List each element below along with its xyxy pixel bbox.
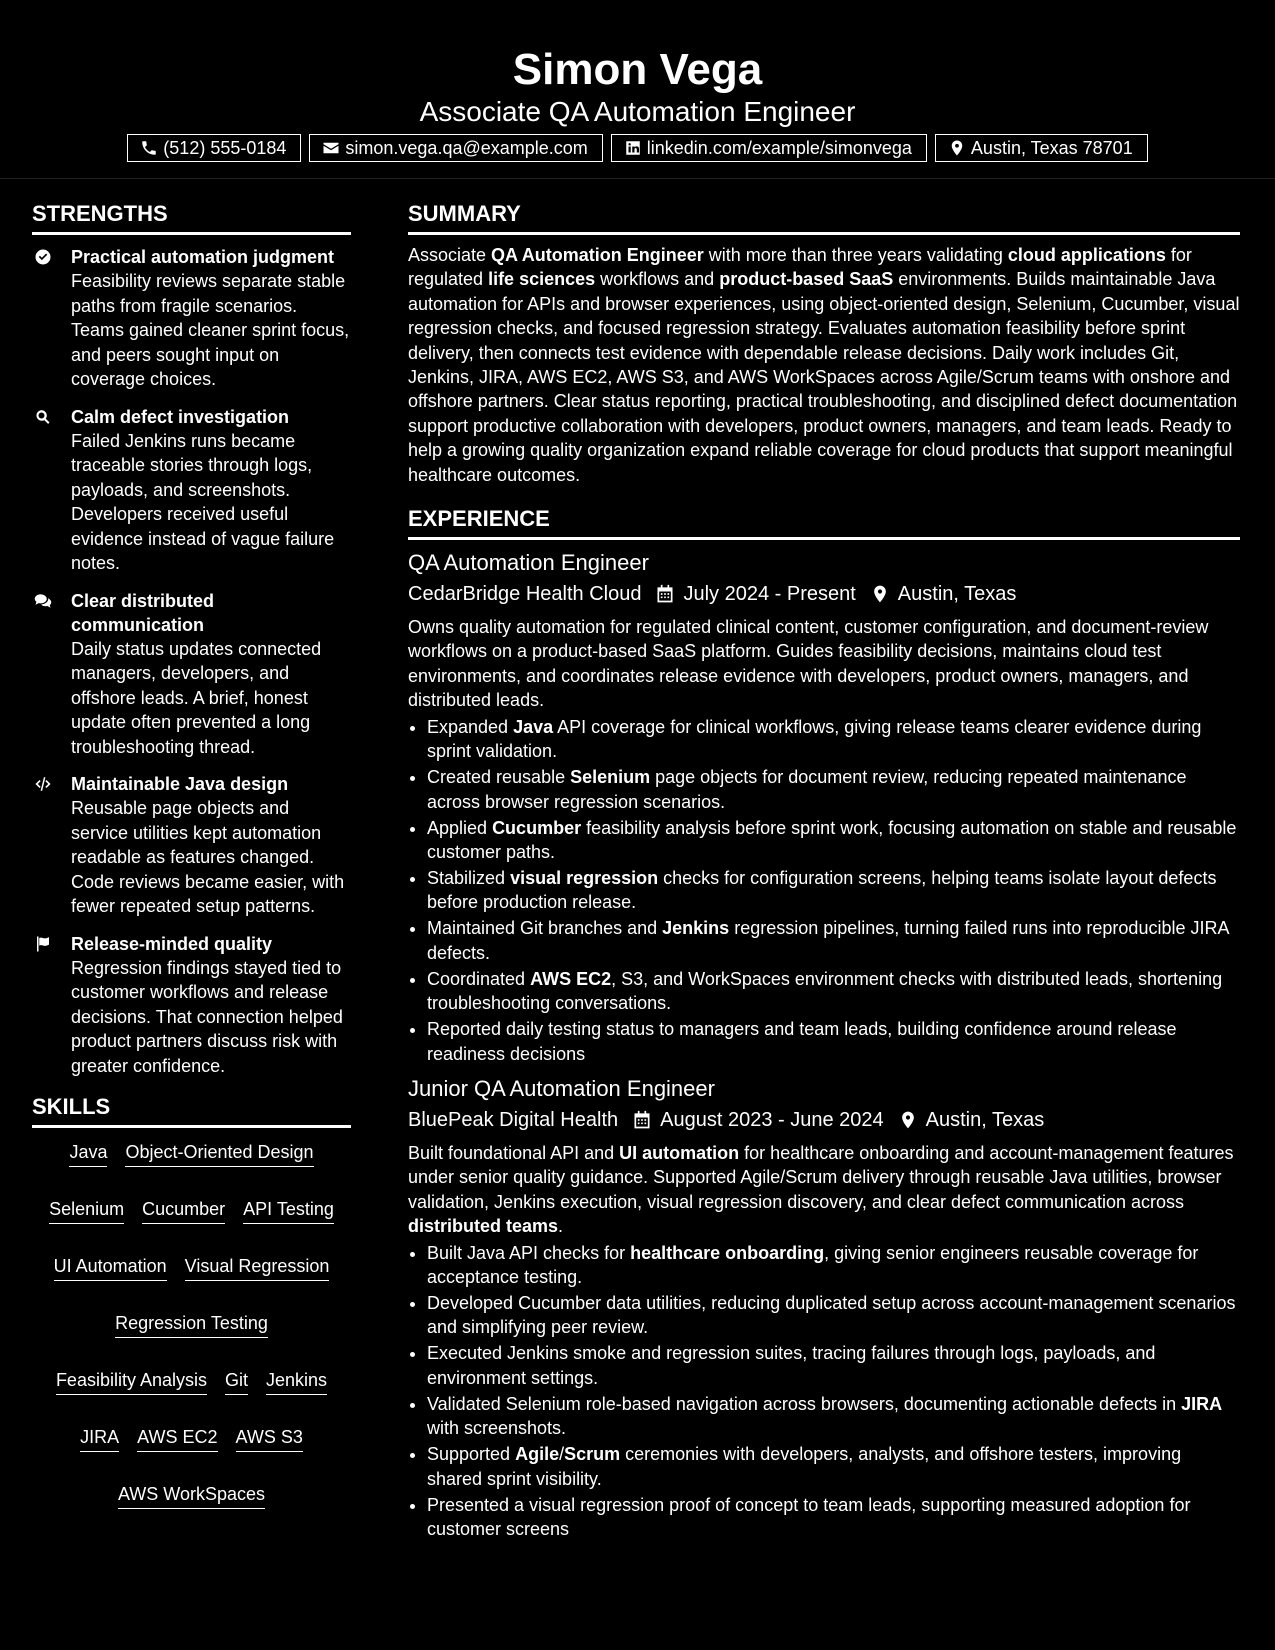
- location-text: Austin, Texas 78701: [970, 137, 1133, 158]
- bullet-item: • Coordinated AWS EC2, S3, and WorkSpaces environment checks with distributed leads, shortening troubleshooting conversations.: [427, 967, 1240, 1016]
- bullet-item: • Presented a visual regression proof of concept to team leads, supporting measured adoption for customer screens: [427, 1493, 1240, 1542]
- job-bullets: [408, 1241, 1240, 1542]
- strength-item: [32, 405, 351, 576]
- strength-title: Calm defect investigation: [71, 406, 290, 427]
- bullet-item: • Validated Selenium role-based navigation across browsers, documenting actionable defects in JIRA with screenshots.: [427, 1392, 1240, 1441]
- contact-phone: [127, 134, 301, 162]
- calendar-icon: [655, 584, 675, 604]
- skill-tag: Visual Regression: [185, 1254, 330, 1281]
- bullet-item: • Supported Agile/Scrum ceremonies with developers, analysts, and offshore testers, improving shared sprint visibility.: [427, 1442, 1240, 1491]
- strength-description: Feasibility reviews separate stable paths from fragile scenarios. Teams gained cleaner sprint focus, and peers sought input on coverage choices.: [71, 271, 350, 389]
- experience-heading: EXPERIENCE: [408, 503, 1240, 540]
- map-pin-icon: [870, 584, 890, 604]
- bullet-item: • Stabilized visual regression checks for configuration screens, helping teams isolate layout defects before production release.: [427, 866, 1240, 915]
- contact-bar: [0, 134, 1275, 162]
- summary-text: Associate QA Automation Engineer with more than three years validating cloud applications for regulated life sciences workflows and product-based SaaS environments. Builds maintainable Java automation for APIs and browser experiences, using object-oriented design, Selenium, Cucumber, visual regression checks, and focused regression strategy. Evaluates automation feasibility before sprint delivery, then connects test evidence with dependable release decisions. Daily work includes Git, Jenkins, JIRA, AWS EC2, AWS S3, and AWS WorkSpaces across Agile/Scrum teams with onshore and offshore partners. Clear status reporting, practical troubleshooting, and disciplined defect documentation support productive collaboration with developers, product owners, managers, and team leads. Ready to help a growing quality organization expand reliable coverage for cloud products that support meaningful healthcare outcomes.: [408, 245, 1240, 485]
- skill-tag: Cucumber: [142, 1197, 225, 1224]
- strength-title: Release-minded quality: [71, 933, 273, 954]
- job-bullets: [408, 715, 1240, 1066]
- bullet-item: • Maintained Git branches and Jenkins regression pipelines, turning failed runs into reproducible JIRA defects.: [427, 916, 1240, 965]
- linkedin-icon: [624, 139, 642, 157]
- job-title: Junior QA Automation Engineer: [408, 1075, 715, 1101]
- strength-description: Reusable page objects and service utilities kept automation readable as features changed. Code reviews became easier, with fewer repeated setup patterns.: [71, 798, 345, 916]
- map-pin-icon: [948, 139, 966, 157]
- summary-heading: SUMMARY: [408, 198, 1240, 235]
- map-pin-icon: [898, 1110, 918, 1130]
- job-title: QA Automation Engineer: [408, 550, 649, 576]
- skill-tag: Object-Oriented Design: [125, 1140, 313, 1167]
- bullet-item: • Expanded Java API coverage for clinical workflows, giving release teams clearer evidence during sprint validation.: [427, 715, 1240, 764]
- bullet-item: • Executed Jenkins smoke and regression suites, tracing failures through logs, payloads, and environment settings.: [427, 1341, 1240, 1390]
- job-entry: [408, 548, 1240, 1066]
- strength-description: Failed Jenkins runs became traceable stories through logs, payloads, and screenshots. Developers received useful evidence instead of vague failure notes.: [71, 430, 335, 573]
- linkedin-text: linkedin.com/example/simonvega: [646, 137, 912, 158]
- strength-item: [32, 772, 351, 919]
- job-dates: August 2023 - June 2024: [660, 1108, 884, 1131]
- envelope-icon: [322, 139, 340, 157]
- candidate-title: Associate QA Automation Engineer: [419, 96, 856, 127]
- strength-title: Maintainable Java design: [71, 774, 289, 794]
- skill-tag: UI Automation: [54, 1254, 167, 1281]
- skill-tag: AWS S3: [236, 1425, 303, 1452]
- job-meta: [408, 579, 1240, 609]
- bullet-item: • Applied Cucumber feasibility analysis before sprint work, focusing automation on stable and reusable customer paths.: [427, 816, 1240, 865]
- flag-icon: [32, 935, 54, 953]
- job-meta: [408, 1105, 1240, 1135]
- skill-tag: Jenkins: [266, 1368, 327, 1395]
- strength-item: [32, 245, 351, 392]
- phone-text: (512) 555-0184: [163, 137, 287, 158]
- skill-tag: API Testing: [243, 1197, 334, 1224]
- strength-item: [32, 932, 351, 1079]
- strength-description: Daily status updates connected managers, developers, and offshore leads. A brief, honest update often prevented a long troubleshooting thread.: [71, 638, 322, 757]
- strength-title: Practical automation judgment: [71, 247, 335, 267]
- strength-item: [32, 589, 351, 760]
- contact-email[interactable]: [309, 134, 602, 162]
- check-circle-icon: [32, 248, 54, 266]
- right-column: [408, 198, 1240, 1543]
- contact-location: [935, 134, 1148, 162]
- skill-tag: Regression Testing: [115, 1311, 268, 1338]
- strengths-list: [32, 245, 351, 1078]
- candidate-name: Simon Vega: [512, 45, 763, 94]
- comments-icon: [32, 592, 54, 610]
- skill-tag: AWS WorkSpaces: [118, 1482, 265, 1509]
- strengths-heading: STRENGTHS: [32, 198, 351, 235]
- bullet-item: • Reported daily testing status to managers and team leads, building confidence around release readiness decisions: [427, 1017, 1240, 1066]
- job-entry: [408, 1074, 1240, 1541]
- bullet-item: • Built Java API checks for healthcare onboarding, giving senior engineers reusable coverage for acceptance testing.: [427, 1241, 1240, 1290]
- company-name: BluePeak Digital Health: [408, 1108, 619, 1131]
- calendar-icon: [632, 1110, 652, 1130]
- bullet-item: • Developed Cucumber data utilities, reducing duplicated setup across account-management scenarios and simplifying peer review.: [427, 1291, 1240, 1340]
- skill-tag: Git: [225, 1368, 248, 1395]
- job-dates: July 2024 - Present: [683, 583, 856, 606]
- job-location: Austin, Texas: [897, 583, 1017, 606]
- contact-linkedin[interactable]: [611, 134, 927, 162]
- bullet-item: • Created reusable Selenium page objects for document review, reducing repeated maintenance across browser regression scenarios.: [427, 765, 1240, 814]
- strength-title: Clear distributed communication: [71, 590, 215, 635]
- strength-description: Regression findings stayed tied to customer workflows and release decisions. That connection helped product partners discuss risk with greater confidence.: [71, 957, 343, 1076]
- skills-list: [32, 1140, 351, 1509]
- phone-icon: [140, 139, 158, 157]
- company-name: CedarBridge Health Cloud: [408, 583, 642, 606]
- skill-tag: Feasibility Analysis: [56, 1368, 207, 1395]
- skill-tag: AWS EC2: [137, 1425, 217, 1452]
- skill-tag: Selenium: [49, 1197, 124, 1224]
- skill-tag: Java: [69, 1140, 107, 1167]
- resume-header: [0, 0, 1275, 179]
- skills-heading: SKILLS: [32, 1091, 351, 1128]
- skill-tag: JIRA: [80, 1425, 119, 1452]
- email-text: simon.vega.qa@example.com: [345, 137, 588, 158]
- job-description: Owns quality automation for regulated clinical content, customer configuration, and document-review workflows on a product-based SaaS platform. Guides feasibility decisions, maintains cloud test environments, and coordinates release evidence with developers, product owners, managers, and distributed leads.: [408, 617, 1209, 711]
- search-icon: [32, 408, 54, 426]
- job-description: Built foundational API and UI automation for healthcare onboarding and account-management features under senior quality guidance. Supported Agile/Scrum delivery through reusable Java utilities, browser validation, Jenkins execution, visual regression discovery, and clear defect communication across distributed teams.: [408, 1142, 1234, 1237]
- left-column: [32, 198, 351, 1509]
- code-icon: [32, 775, 54, 793]
- job-location: Austin, Texas: [925, 1108, 1045, 1131]
